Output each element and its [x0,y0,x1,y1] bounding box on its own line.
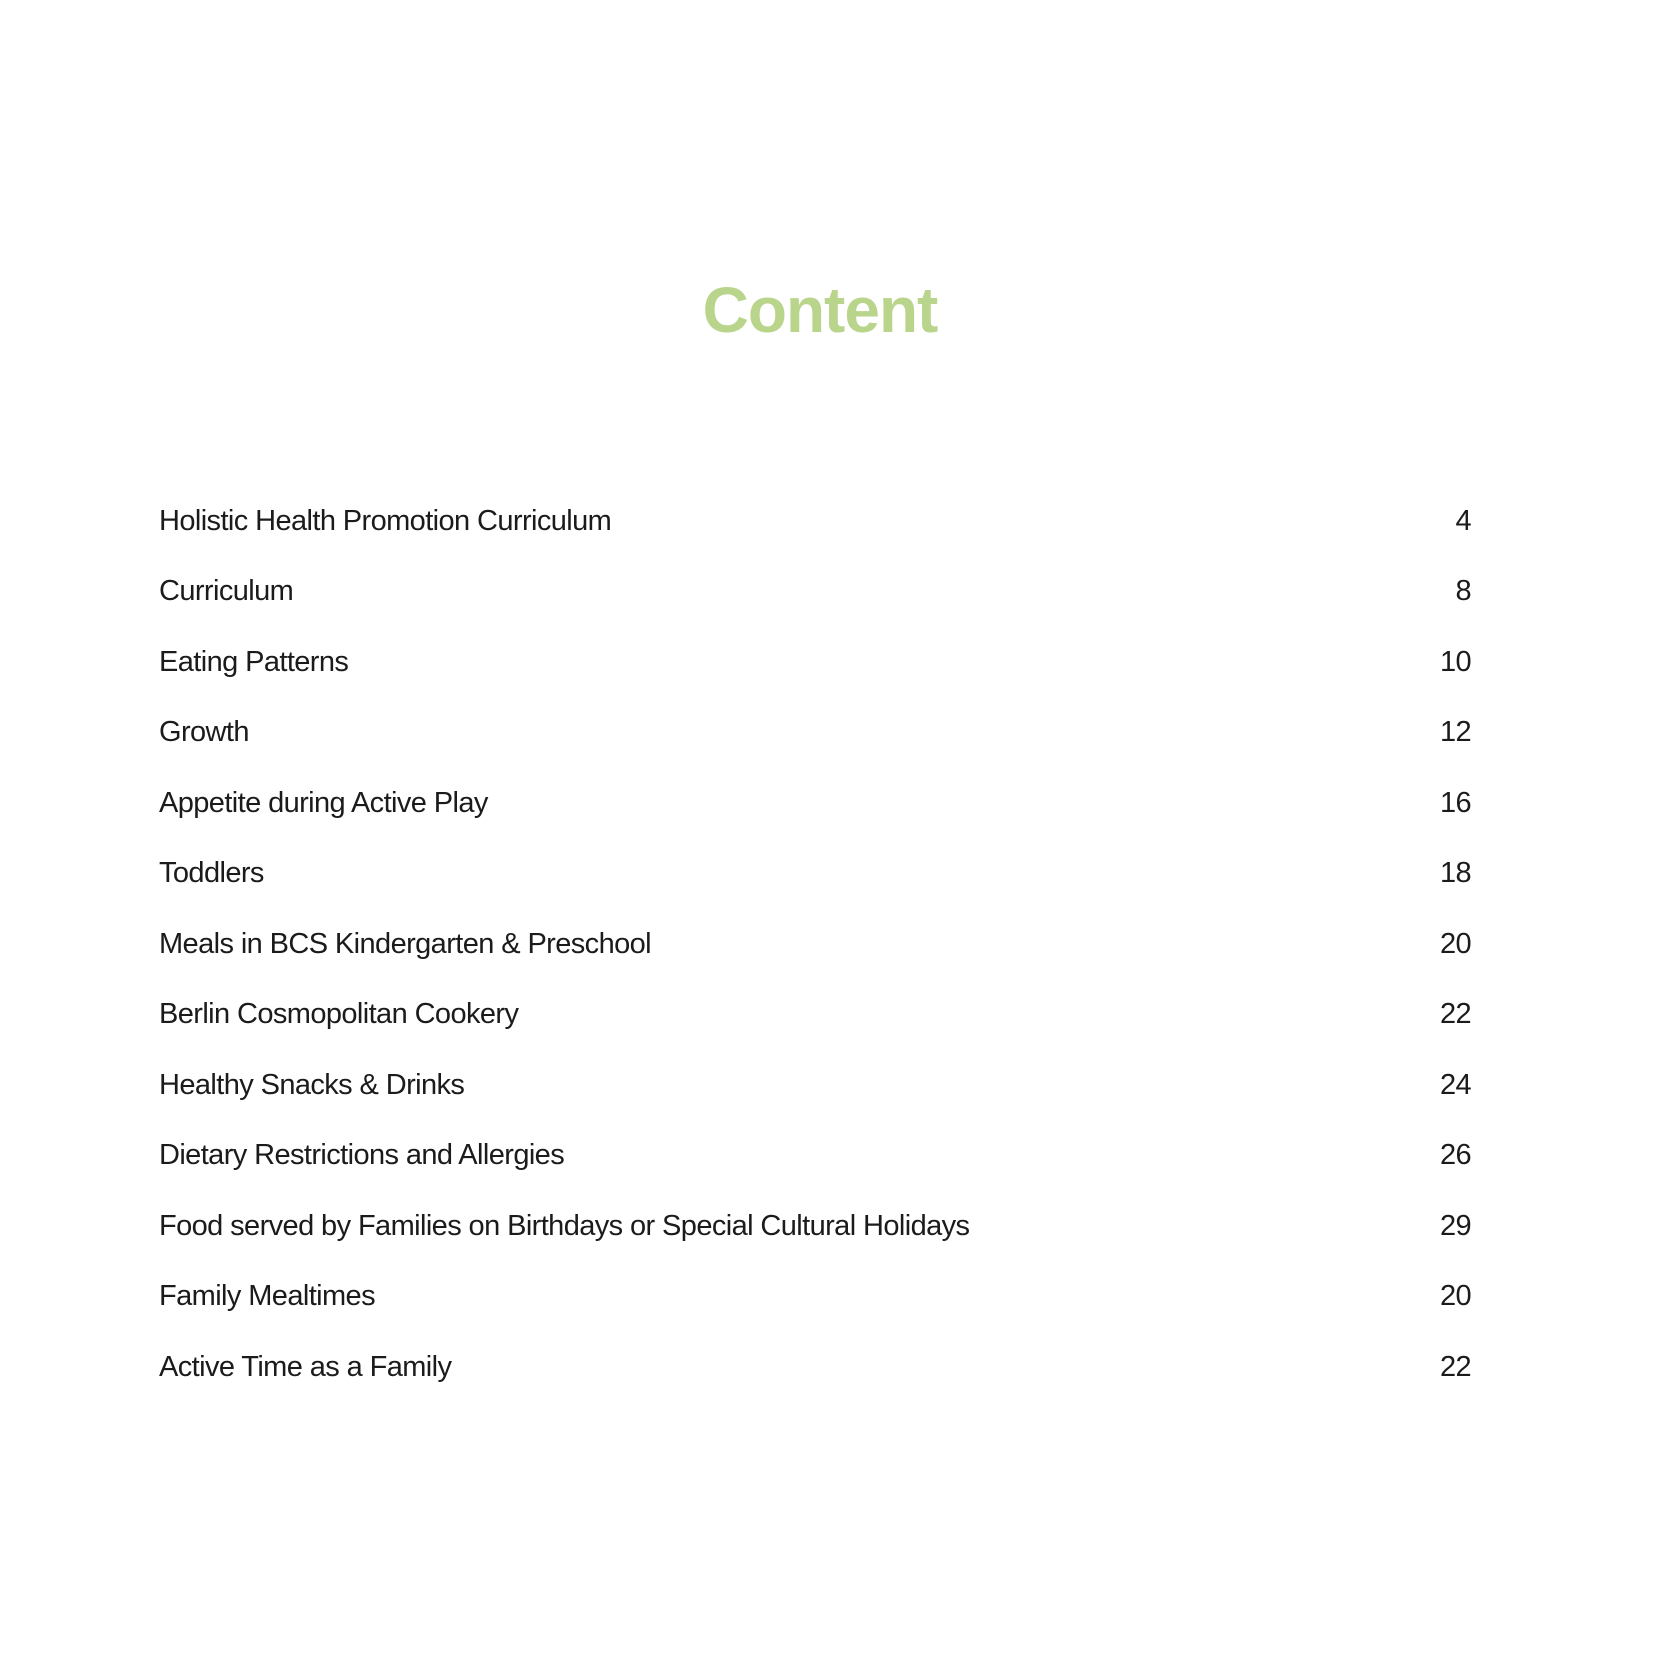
page-title: Content [702,274,938,346]
toc-entry-label: Healthy Snacks & Drinks [159,1068,465,1101]
toc-entry-page-number: 18 [1439,857,1471,890]
toc-entry-label: Holistic Health Promotion Curriculum [159,504,612,537]
toc-entry [159,839,1471,910]
toc-entry-page-number: 8 [1455,575,1471,608]
toc-entry-page-number: 20 [1439,1280,1471,1313]
toc-entry-label: Dietary Restrictions and Allergies [159,1139,565,1172]
toc-entry-label: Eating Patterns [159,645,349,678]
toc-entry-label: Food served by Families on Birthdays or Special Cultural Holidays [159,1209,970,1242]
toc-entry [159,1050,1471,1121]
toc-entry-page-number: 22 [1439,998,1471,1031]
toc-entry-page-number: 16 [1439,786,1471,819]
toc-entry-label: Toddlers [159,857,264,890]
toc-entry [159,1191,1471,1262]
toc-entry [159,557,1471,628]
toc-entry-label: Meals in BCS Kindergarten & Preschool [159,927,651,960]
table-of-contents [159,486,1471,1403]
toc-entry [159,486,1471,557]
toc-entry-page-number: 10 [1439,645,1471,678]
toc-entry-label: Active Time as a Family [159,1350,452,1383]
toc-entry-label: Family Mealtimes [159,1280,375,1313]
toc-entry [159,1121,1471,1192]
toc-entry-page-number: 24 [1439,1068,1471,1101]
toc-entry-label: Berlin Cosmopolitan Cookery [159,998,519,1031]
toc-entry [159,980,1471,1051]
toc-entry-page-number: 29 [1439,1209,1471,1242]
toc-entry-label: Curriculum [159,575,294,608]
toc-entry [159,768,1471,839]
toc-entry-page-number: 12 [1439,716,1471,749]
toc-entry-page-number: 20 [1439,927,1471,960]
toc-entry [159,1262,1471,1333]
toc-entry [159,1332,1471,1403]
toc-entry-page-number: 22 [1439,1350,1471,1383]
toc-entry [159,698,1471,769]
toc-entry-label: Appetite during Active Play [159,786,488,819]
toc-entry [159,627,1471,698]
toc-entry [159,909,1471,980]
toc-entry-label: Growth [159,716,249,749]
toc-entry-page-number: 26 [1439,1139,1471,1172]
toc-entry-page-number: 4 [1455,504,1471,537]
